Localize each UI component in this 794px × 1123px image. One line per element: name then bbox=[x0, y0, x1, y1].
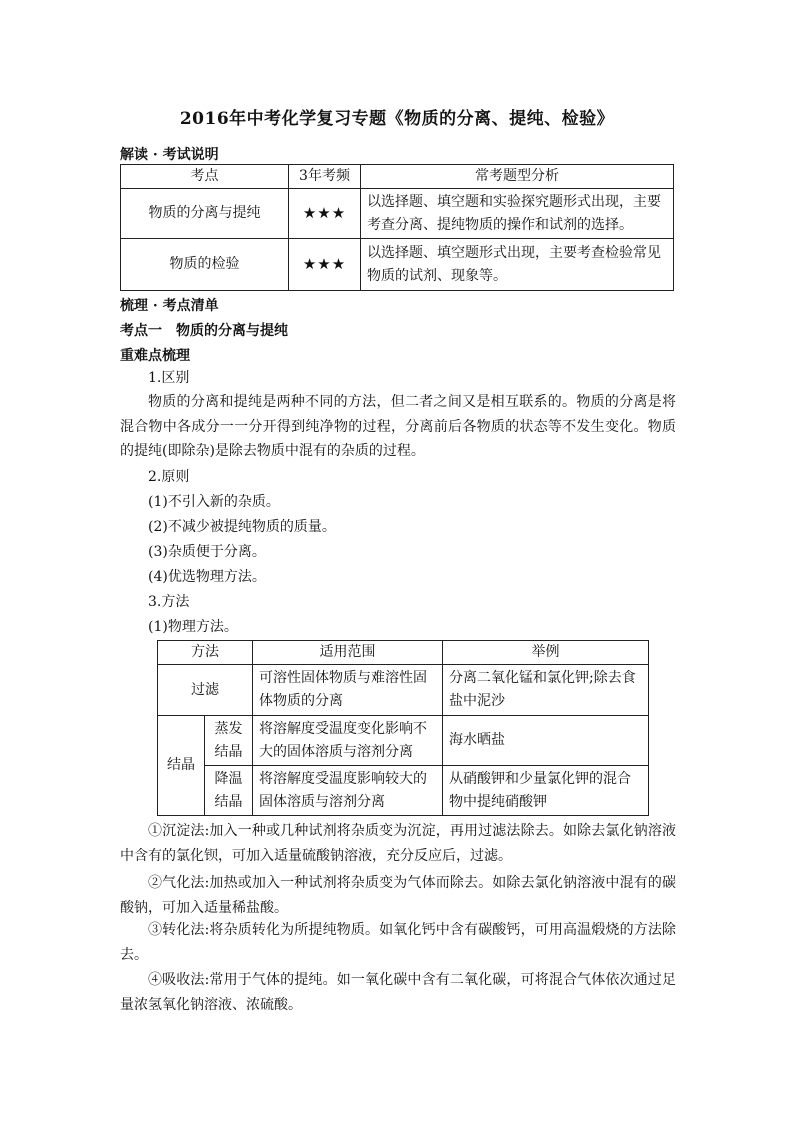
method-text: ③转化法:将杂质转化为所提纯物质。如氧化钙中含有碳酸钙，可用高温煅烧的方法除去。 bbox=[120, 922, 676, 963]
kaodian-heading: 考点一 物质的分离与提纯 bbox=[120, 323, 288, 339]
method-name-cell: 过滤 bbox=[158, 665, 253, 716]
section-heading-shuli: 梳理 · 考点清单 bbox=[120, 298, 219, 314]
header-cell: 考点 bbox=[121, 165, 289, 189]
header-cell: 方法 bbox=[158, 641, 253, 665]
table-row bbox=[158, 716, 649, 766]
analysis-cell: 以选择题、填空题和实验探究题形式出现，主要考查分离、提纯物质的操作和试剂的选择。 bbox=[361, 189, 674, 239]
subsection-title-3: 3.方法 bbox=[148, 594, 190, 610]
method-table bbox=[157, 640, 649, 816]
section-heading-jiedu: 解读 · 考试说明 bbox=[120, 147, 219, 163]
principle-item: (4)优选物理方法。 bbox=[148, 569, 266, 585]
exam-point-cell: 物质的分离与提纯 bbox=[121, 189, 289, 239]
scope-cell: 可溶性固体物质与难溶性固体物质的分离 bbox=[253, 665, 443, 716]
analysis-cell: 以选择题、填空题形式出现，主要考查检验常见物质的试剂、现象等。 bbox=[361, 239, 674, 291]
exam-table-header bbox=[121, 165, 674, 189]
table-row bbox=[158, 665, 649, 716]
frequency-stars: ★★★ bbox=[289, 239, 361, 291]
table-row bbox=[121, 239, 674, 291]
scope-cell: 将溶解度受温度变化影响不大的固体溶质与溶剂分离 bbox=[253, 716, 443, 766]
method-text: ②气化法:加热或加入一种试剂将杂质变为气体而除去。如除去氯化钠溶液中混有的碳酸钠，可加入适量稀盐酸。 bbox=[120, 875, 676, 916]
method-text: ④吸收法:常用于气体的提纯。如一氧化碳中含有二氧化碳，可将混合气体依次通过足量浓氢氧化钠溶液、浓硫酸。 bbox=[120, 972, 676, 1013]
paragraph-text: 物质的分离和提纯是两种不同的方法，但二者之间又是相互联系的。物质的分离是将混合物中各成分一一分开得到纯净物的过程，分离前后各物质的状态等不发生变化。物质的提纯(即除杂)是除去物质中混有的杂质的过程。 bbox=[120, 394, 676, 459]
method-precipitation bbox=[120, 819, 676, 868]
header-cell: 常考题型分析 bbox=[361, 165, 674, 189]
method-gasification bbox=[120, 871, 676, 920]
page-title: 2016年中考化学复习专题《物质的分离、提纯、检验》 bbox=[179, 109, 615, 129]
example-cell: 海水晒盐 bbox=[443, 716, 649, 766]
subsection-title-1: 1.区别 bbox=[148, 370, 190, 386]
subsection-title-2: 2.原则 bbox=[148, 469, 190, 485]
example-cell: 从硝酸钾和少量氯化钾的混合物中提纯硝酸钾 bbox=[443, 766, 649, 816]
principle-item: (1)不引入新的杂质。 bbox=[148, 494, 280, 510]
method-table-header bbox=[158, 641, 649, 665]
sub-method-cell: 蒸发结晶 bbox=[205, 716, 253, 766]
exam-table bbox=[120, 164, 674, 291]
zhongnan-heading: 重难点梳理 bbox=[120, 348, 190, 364]
principle-item: (2)不减少被提纯物质的质量。 bbox=[148, 519, 336, 535]
header-cell: 3年考频 bbox=[289, 165, 361, 189]
method-conversion bbox=[120, 918, 676, 967]
header-cell: 举例 bbox=[443, 641, 649, 665]
exam-point-cell: 物质的检验 bbox=[121, 239, 289, 291]
frequency-stars: ★★★ bbox=[289, 189, 361, 239]
physical-method-label: (1)物理方法。 bbox=[148, 619, 238, 635]
method-text: ①沉淀法:加入一种或几种试剂将杂质变为沉淀，再用过滤法除去。如除去氯化钠溶液中含有的氯化钡，可加入适量硫酸钠溶液，充分反应后，过滤。 bbox=[120, 823, 676, 864]
header-cell: 适用范围 bbox=[253, 641, 443, 665]
method-name-cell: 结晶 bbox=[158, 716, 205, 816]
paragraph-distinction bbox=[120, 390, 676, 464]
principle-item: (3)杂质便于分离。 bbox=[148, 544, 266, 560]
table-row bbox=[158, 766, 649, 816]
sub-method-cell: 降温结晶 bbox=[205, 766, 253, 816]
example-cell: 分离二氧化锰和氯化钾;除去食盐中泥沙 bbox=[443, 665, 649, 716]
method-absorption bbox=[120, 968, 676, 1017]
scope-cell: 将溶解度受温度影响较大的固体溶质与溶剂分离 bbox=[253, 766, 443, 816]
table-row bbox=[121, 189, 674, 239]
